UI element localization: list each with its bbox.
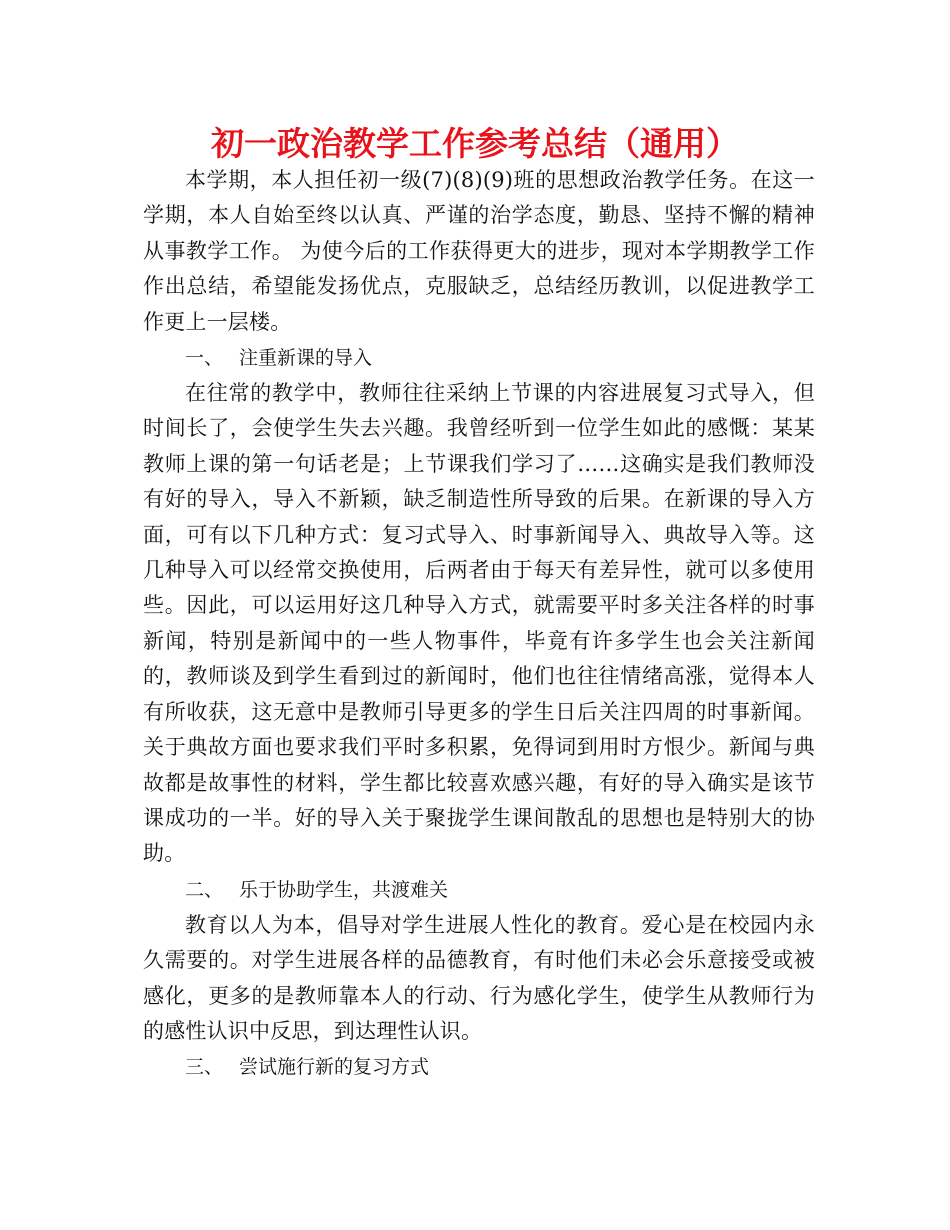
section-heading-2 (143, 872, 815, 908)
document-title: 初一政治教学工作参考总结（通用） (211, 124, 739, 163)
document-body (143, 163, 815, 1085)
section-heading-3 (143, 1049, 815, 1085)
intro-paragraph: 本学期，本人担任初一级(7)(8)(9)班的思想政治教学任务。在这一学期，本人自始至终以认真、严谨的治学态度，勤恳、坚持不懈的精神从事教学工作。 为使今后的工作获得更大的进步，现对本学期教学工作作出总结，希望能发扬优点，克服缺乏，总结经历教训，以促进教学工作更上一层楼。 (143, 168, 815, 334)
section-number-2: 二、 (185, 878, 224, 901)
section-heading-1 (143, 340, 815, 376)
section-number-3: 三、 (185, 1056, 224, 1079)
section-number-1: 一、 (185, 347, 224, 370)
section-heading-text-1: 注重新课的导入 (239, 347, 373, 370)
section-heading-text-3: 尝试施行新的复习方式 (239, 1056, 430, 1079)
section-paragraph-1: 在往常的教学中，教师往往采纳上节课的内容进展复习式导入，但时间长了，会使学生失去兴趣。我曾经听到一位学生如此的感慨：某某教师上课的第一句话老是；上节课我们学习了……这确实是我们教师没有好的导入，导入不新颖，缺乏制造性所导致的后果。在新课的导入方面，可有以下几种方式：复习式导入、时事新闻导入、典故导入等。这几种导入可以经常交换使用，后两者由于每天有差异性，就可以多使用些。因此，可以运用好这几种导入方式，就需要平时多关注各样的时事新闻，特别是新闻中的一些人物事件，毕竟有许多学生也会关注新闻的，教师谈及到学生看到过的新闻时，他们也往往情绪高涨，觉得本人有所收获，这无意中是教师引导更多的学生日后关注四周的时事新闻。关于典故方面也要求我们平时多积累，免得词到用时方恨少。新闻与典故都是故事性的材料，学生都比较喜欢感兴趣，有好的导入确实是该节课成功的一半。好的导入关于聚拢学生课间散乱的思想也是特别大的协助。 (143, 381, 815, 866)
section-paragraph-2: 教育以人为本，倡导对学生进展人性化的教育。爱心是在校园内永久需要的。对学生进展各样的品德教育，有时他们未必会乐意接受或被感化，更多的是教师靠本人的行动、行为感化学生，使学生从教师行为的感性认识中反思，到达理性认识。 (143, 912, 815, 1043)
section-heading-text-2: 乐于协助学生，共渡难关 (239, 878, 449, 901)
